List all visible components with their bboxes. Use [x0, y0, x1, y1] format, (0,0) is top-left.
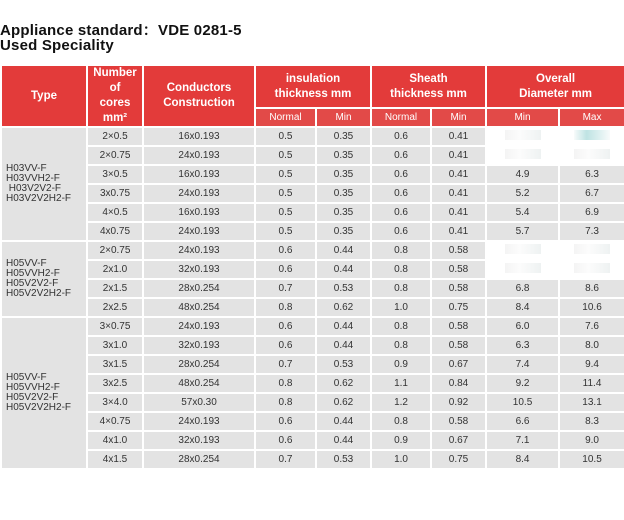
cell-cores: 2×0.75: [87, 241, 143, 260]
cell-sh-normal: 0.6: [371, 165, 431, 184]
cell-od-min: 7.1: [486, 431, 559, 450]
cell-sh-normal: 1.1: [371, 374, 431, 393]
cell-od-max: 7.3: [559, 222, 624, 241]
table-row: [1, 317, 624, 336]
cell-construction: 32x0.193: [143, 336, 255, 355]
table-row: [1, 336, 624, 355]
cell-sh-normal: 0.8: [371, 279, 431, 298]
type-name: H03VV-F: [6, 163, 47, 174]
cell-ins-min: 0.62: [316, 374, 371, 393]
cell-ins-min: 0.35: [316, 165, 371, 184]
insulation-header-line: thickness mm: [274, 87, 352, 100]
cell-construction: 57x0.30: [143, 393, 255, 412]
table-row: [1, 393, 624, 412]
spec-table-body: [1, 127, 624, 469]
cell-sh-normal: 1.0: [371, 298, 431, 317]
cell-sh-normal: 0.6: [371, 184, 431, 203]
sheath-header-line: thickness mm: [390, 87, 467, 100]
cell-ins-normal: 0.6: [255, 336, 316, 355]
cell-od-max: [559, 241, 624, 260]
cell-ins-min: 0.35: [316, 222, 371, 241]
redacted-value: [574, 149, 610, 159]
cell-ins-normal: 0.6: [255, 431, 316, 450]
cell-od-min: 8.4: [486, 450, 559, 469]
cell-sh-normal: 0.6: [371, 203, 431, 222]
type-name: H05VVH2-F: [6, 382, 60, 393]
table-row: [1, 431, 624, 450]
cell-sh-normal: 0.6: [371, 146, 431, 165]
table-row: [1, 450, 624, 469]
cell-ins-normal: 0.5: [255, 127, 316, 146]
cell-od-max: 10.6: [559, 298, 624, 317]
type-name: H05V2V2-F: [6, 392, 59, 403]
cell-construction: 16x0.193: [143, 203, 255, 222]
cell-sh-min: 0.58: [431, 317, 486, 336]
cell-ins-min: 0.53: [316, 355, 371, 374]
cell-sh-min: 0.84: [431, 374, 486, 393]
redacted-value: [505, 149, 541, 159]
cell-cores: 2x1.5: [87, 279, 143, 298]
cell-construction: 48x0.254: [143, 374, 255, 393]
table-row: [1, 165, 624, 184]
cell-ins-normal: 0.8: [255, 393, 316, 412]
cell-construction: 24x0.193: [143, 412, 255, 431]
cell-cores: 3x1.0: [87, 336, 143, 355]
subheader-ins-normal: Normal: [255, 108, 316, 127]
cell-ins-normal: 0.6: [255, 412, 316, 431]
table-row: [1, 184, 624, 203]
appliance-standard-heading: Appliance standard：VDE 0281-5: [0, 22, 242, 39]
col-sheath-header: [371, 65, 486, 108]
cell-od-min: [486, 260, 559, 279]
type-name: H05VV-F: [6, 258, 47, 269]
cell-sh-normal: 0.6: [371, 222, 431, 241]
table-row: [1, 412, 624, 431]
cell-od-max: 7.6: [559, 317, 624, 336]
insulation-header-line: insulation: [285, 72, 341, 85]
table-row: [1, 355, 624, 374]
cell-od-max: 9.4: [559, 355, 624, 374]
cell-od-min: 6.8: [486, 279, 559, 298]
cell-ins-min: 0.35: [316, 203, 371, 222]
cell-od-min: 5.4: [486, 203, 559, 222]
cell-sh-min: 0.58: [431, 260, 486, 279]
cell-od-min: 6.6: [486, 412, 559, 431]
cell-sh-normal: 0.8: [371, 317, 431, 336]
redacted-value: [574, 244, 610, 254]
cell-od-min: 5.2: [486, 184, 559, 203]
cell-od-min: 4.9: [486, 165, 559, 184]
cell-sh-min: 0.75: [431, 450, 486, 469]
cell-sh-min: 0.67: [431, 355, 486, 374]
col-insulation-header: [255, 65, 371, 108]
cell-construction: 28x0.254: [143, 279, 255, 298]
cell-od-max: 8.3: [559, 412, 624, 431]
type-name: H05VV-F: [6, 372, 47, 383]
cell-sh-normal: 0.9: [371, 355, 431, 374]
cell-od-max: 8.6: [559, 279, 624, 298]
subheader-ins-min: Min: [316, 108, 371, 127]
cell-od-min: 6.3: [486, 336, 559, 355]
cell-ins-normal: 0.5: [255, 146, 316, 165]
cell-od-min: [486, 127, 559, 146]
cell-cores: 3x1.5: [87, 355, 143, 374]
cell-sh-min: 0.58: [431, 241, 486, 260]
cell-sh-min: 0.41: [431, 127, 486, 146]
col-overall-header: [486, 65, 624, 108]
cell-ins-min: 0.62: [316, 393, 371, 412]
cell-od-min: 8.4: [486, 298, 559, 317]
cell-ins-normal: 0.8: [255, 374, 316, 393]
cell-ins-normal: 0.7: [255, 450, 316, 469]
cell-sh-normal: 1.0: [371, 450, 431, 469]
table-row: [1, 279, 624, 298]
cell-construction: 24x0.193: [143, 184, 255, 203]
cell-od-max: 6.9: [559, 203, 624, 222]
cell-sh-normal: 0.8: [371, 241, 431, 260]
cores-header-line: cores: [99, 97, 131, 109]
cell-construction: 24x0.193: [143, 241, 255, 260]
type-cell: [1, 317, 87, 469]
cell-construction: 24x0.193: [143, 317, 255, 336]
cell-od-min: 10.5: [486, 393, 559, 412]
cell-ins-normal: 0.6: [255, 317, 316, 336]
cell-sh-min: 0.41: [431, 222, 486, 241]
subheader-sheath-min: Min: [431, 108, 486, 127]
type-name: H05V2V2H2-F: [6, 402, 72, 413]
cell-construction: 16x0.193: [143, 165, 255, 184]
conductors-header-line: Conductors: [166, 82, 232, 94]
cell-ins-normal: 0.5: [255, 184, 316, 203]
cell-sh-normal: 0.8: [371, 412, 431, 431]
cell-od-max: [559, 127, 624, 146]
cell-cores: 4×0.75: [87, 412, 143, 431]
header-row: [1, 65, 624, 108]
redacted-value: [505, 244, 541, 254]
cell-sh-min: 0.41: [431, 203, 486, 222]
overall-header-line: Overall: [536, 72, 576, 85]
type-name: H03V2V2-F: [6, 183, 62, 194]
cell-ins-min: 0.35: [316, 184, 371, 203]
cores-header-line: mm²: [102, 112, 128, 124]
cell-construction: 24x0.193: [143, 222, 255, 241]
cell-cores: 4x0.75: [87, 222, 143, 241]
cell-ins-normal: 0.7: [255, 279, 316, 298]
sheath-header-line: Sheath: [409, 72, 448, 85]
cell-sh-min: 0.75: [431, 298, 486, 317]
cell-od-max: 8.0: [559, 336, 624, 355]
cell-sh-min: 0.41: [431, 146, 486, 165]
type-cell: [1, 127, 87, 241]
table-row: [1, 203, 624, 222]
cell-ins-normal: 0.5: [255, 203, 316, 222]
cell-cores: 2x1.0: [87, 260, 143, 279]
cell-od-max: 10.5: [559, 450, 624, 469]
cell-construction: 16x0.193: [143, 127, 255, 146]
cell-ins-normal: 0.6: [255, 260, 316, 279]
redacted-value: [505, 130, 541, 140]
cell-ins-min: 0.35: [316, 127, 371, 146]
cell-od-min: 9.2: [486, 374, 559, 393]
cell-ins-min: 0.44: [316, 336, 371, 355]
type-name: H05V2V2-F: [6, 278, 59, 289]
type-name: H03V2V2H2-F: [6, 193, 72, 204]
cell-sh-min: 0.41: [431, 184, 486, 203]
cell-cores: 3×0.75: [87, 317, 143, 336]
cell-od-max: 6.7: [559, 184, 624, 203]
cell-construction: 28x0.254: [143, 355, 255, 374]
cell-sh-normal: 0.8: [371, 260, 431, 279]
redacted-value: [505, 263, 541, 273]
cell-ins-normal: 0.6: [255, 241, 316, 260]
cell-ins-min: 0.44: [316, 260, 371, 279]
cell-od-max: [559, 146, 624, 165]
conductors-header-line: Construction: [163, 97, 235, 109]
cell-od-max: 11.4: [559, 374, 624, 393]
cell-ins-min: 0.35: [316, 146, 371, 165]
cell-ins-min: 0.44: [316, 317, 371, 336]
subheader-od-max: Max: [559, 108, 624, 127]
cell-cores: 2×0.5: [87, 127, 143, 146]
cell-od-max: 6.3: [559, 165, 624, 184]
cell-sh-normal: 0.8: [371, 336, 431, 355]
cell-od-max: 9.0: [559, 431, 624, 450]
cell-cores: 3×0.5: [87, 165, 143, 184]
cell-construction: 24x0.193: [143, 146, 255, 165]
cell-ins-min: 0.44: [316, 241, 371, 260]
cell-construction: 32x0.193: [143, 260, 255, 279]
table-row: [1, 298, 624, 317]
col-conductors-header: [143, 65, 255, 127]
redacted-value: [574, 130, 610, 140]
cell-ins-min: 0.44: [316, 412, 371, 431]
cell-ins-min: 0.44: [316, 431, 371, 450]
table-row: [1, 222, 624, 241]
cell-ins-min: 0.53: [316, 450, 371, 469]
type-name: H03VVH2-F: [6, 173, 60, 184]
col-type-header: Type: [1, 65, 87, 127]
cell-sh-min: 0.58: [431, 336, 486, 355]
cell-ins-min: 0.53: [316, 279, 371, 298]
cell-cores: 4×0.5: [87, 203, 143, 222]
cell-od-max: [559, 260, 624, 279]
cell-ins-normal: 0.8: [255, 298, 316, 317]
cell-od-min: [486, 146, 559, 165]
cell-od-min: 5.7: [486, 222, 559, 241]
table-row: [1, 260, 624, 279]
cell-ins-min: 0.62: [316, 298, 371, 317]
type-name: H05V2V2H2-F: [6, 288, 72, 299]
cell-sh-normal: 1.2: [371, 393, 431, 412]
cell-cores: 4x1.5: [87, 450, 143, 469]
cell-sh-min: 0.41: [431, 165, 486, 184]
used-speciality-heading: Used Speciality: [0, 37, 114, 54]
cell-od-min: 6.0: [486, 317, 559, 336]
table-row: [1, 241, 624, 260]
cell-sh-min: 0.92: [431, 393, 486, 412]
cell-od-min: [486, 241, 559, 260]
cell-sh-min: 0.58: [431, 412, 486, 431]
cell-sh-normal: 0.6: [371, 127, 431, 146]
cell-ins-normal: 0.5: [255, 165, 316, 184]
cell-cores: 3x0.75: [87, 184, 143, 203]
cell-construction: 32x0.193: [143, 431, 255, 450]
cell-construction: 28x0.254: [143, 450, 255, 469]
cell-sh-min: 0.67: [431, 431, 486, 450]
cell-od-min: 7.4: [486, 355, 559, 374]
subheader-sheath-normal: Normal: [371, 108, 431, 127]
cell-cores: 2x2.5: [87, 298, 143, 317]
table-row: [1, 127, 624, 146]
overall-header-line: Diameter mm: [519, 87, 592, 100]
redacted-value: [574, 263, 610, 273]
cable-spec-table: [0, 64, 624, 470]
table-row: [1, 374, 624, 393]
cell-ins-normal: 0.5: [255, 222, 316, 241]
cell-sh-min: 0.58: [431, 279, 486, 298]
type-name: H05VVH2-F: [6, 268, 60, 279]
cell-cores: 3×4.0: [87, 393, 143, 412]
cell-ins-normal: 0.7: [255, 355, 316, 374]
type-cell: [1, 241, 87, 317]
cell-od-max: 13.1: [559, 393, 624, 412]
cell-construction: 48x0.254: [143, 298, 255, 317]
cell-sh-normal: 0.9: [371, 431, 431, 450]
cell-cores: 4x1.0: [87, 431, 143, 450]
cores-header-line: of: [109, 82, 121, 94]
col-cores-header: [87, 65, 143, 127]
table-row: [1, 146, 624, 165]
cores-header-line: Number: [93, 67, 137, 79]
cell-cores: 2×0.75: [87, 146, 143, 165]
cell-cores: 3x2.5: [87, 374, 143, 393]
subheader-od-min: Min: [486, 108, 559, 127]
